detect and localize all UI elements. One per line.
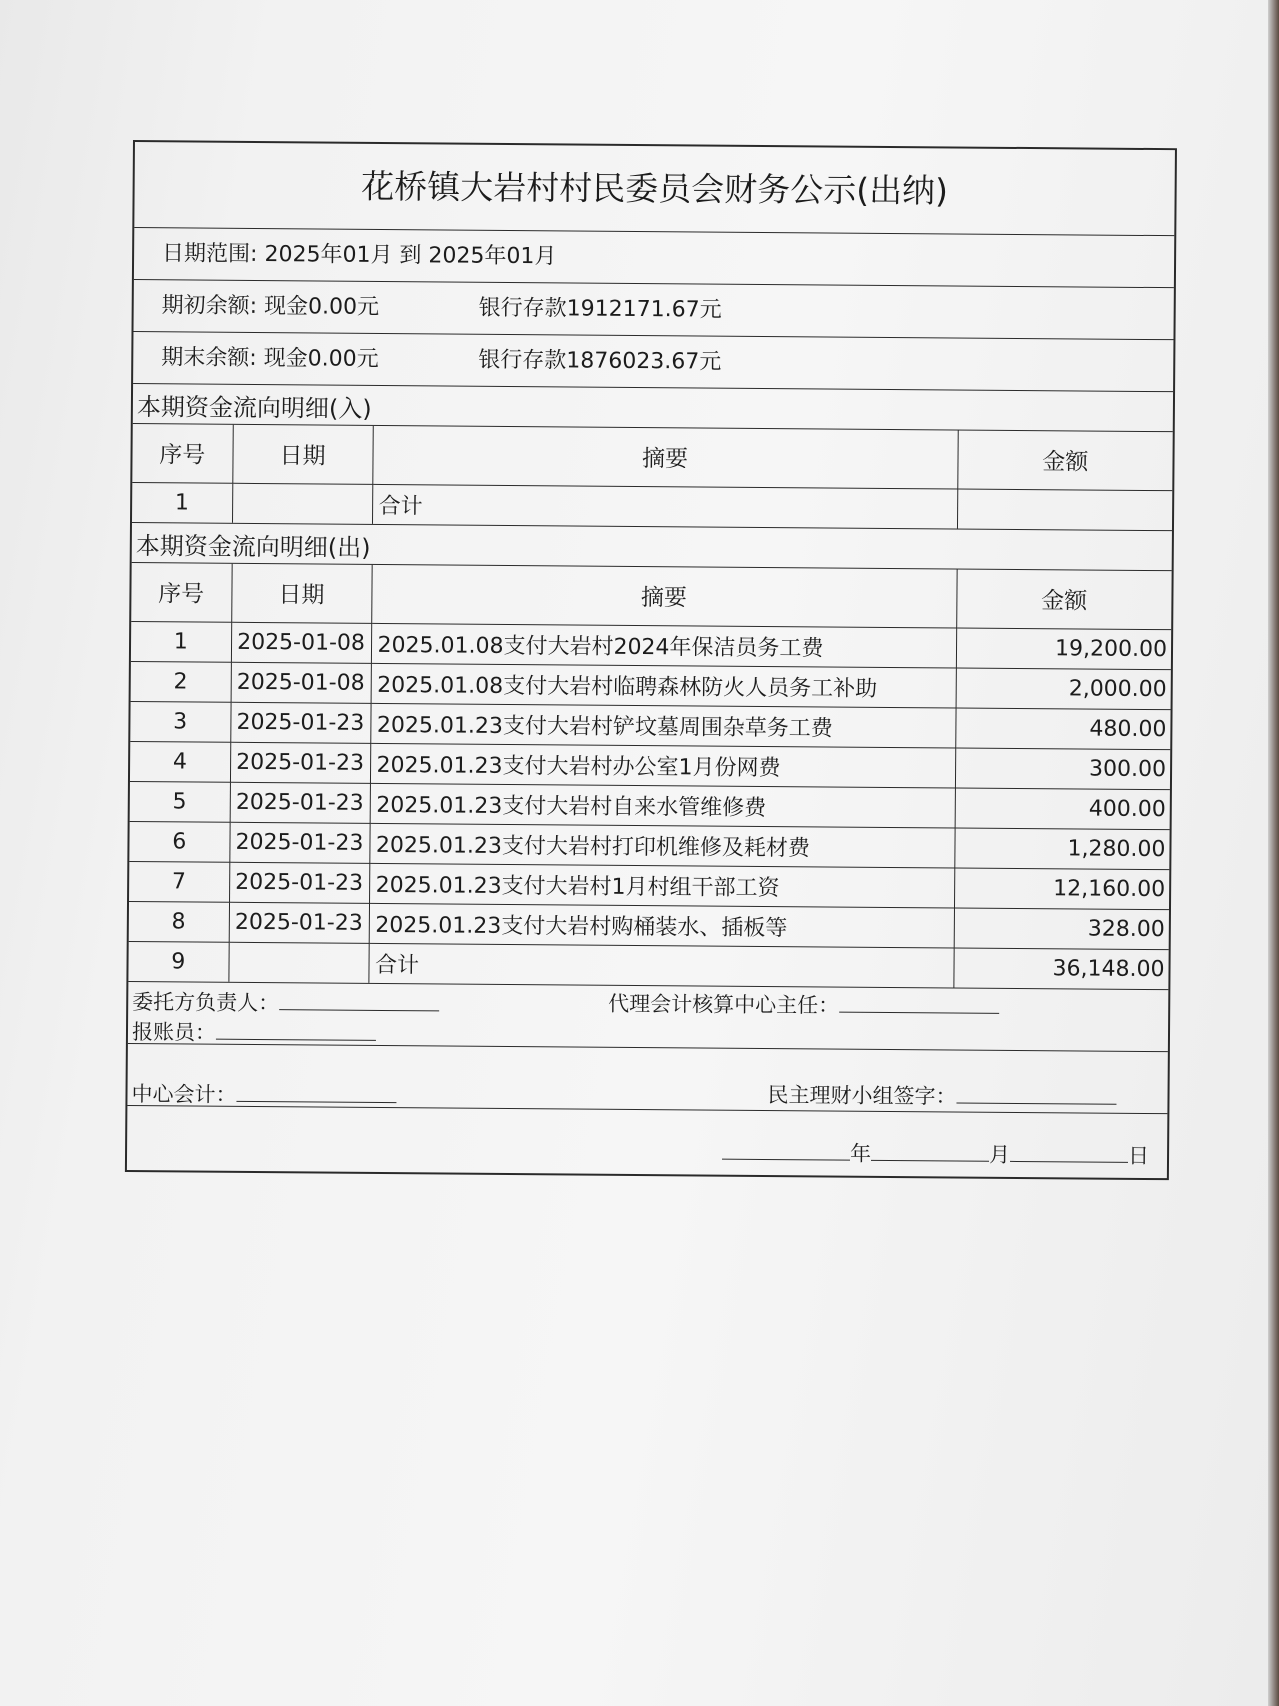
signature-row-1 <box>128 982 1168 1052</box>
cell-date: 2025-01-23 <box>230 782 370 823</box>
cell-summary: 合计 <box>372 484 957 529</box>
cell-amount: 12,160.00 <box>954 867 1169 909</box>
year-blank <box>722 1141 850 1161</box>
cell-amount <box>957 488 1172 530</box>
cell-no: 1 <box>132 482 232 523</box>
cell-summary: 2025.01.23支付大岩村1月村组干部工资 <box>369 863 954 908</box>
month-blank <box>871 1142 989 1162</box>
col-header-no: 序号 <box>132 424 232 483</box>
closing-bank: 银行存款1876023.67元 <box>478 347 722 375</box>
cell-amount: 328.00 <box>954 907 1169 949</box>
cell-date: 2025-01-23 <box>229 862 369 903</box>
cell-no: 2 <box>131 661 231 702</box>
cell-summary: 2025.01.23支付大岩村打印机维修及耗材费 <box>369 823 954 868</box>
opening-bank: 银行存款1912171.67元 <box>478 295 722 323</box>
closing-balance-row <box>133 332 1173 392</box>
cell-date <box>232 483 372 524</box>
date-line <box>722 1137 1149 1170</box>
principal-signature <box>132 986 439 1018</box>
table-header-row <box>131 563 1171 629</box>
day-blank <box>1010 1143 1128 1163</box>
table-row <box>128 941 1168 989</box>
center-director-signature <box>608 988 999 1021</box>
cell-summary: 2025.01.08支付大岩村2024年保洁员务工费 <box>371 623 956 668</box>
cell-date: 2025-01-08 <box>231 662 371 703</box>
cell-amount: 19,200.00 <box>956 627 1171 669</box>
month-label: 月 <box>988 1142 1011 1167</box>
income-section-heading: 本期资金流向明细(入) <box>133 384 1173 432</box>
closing-cash: 期末余额: 现金0.00元 <box>161 345 379 372</box>
expense-table <box>128 563 1171 989</box>
finance-group-blank <box>956 1084 1116 1104</box>
cell-date: 2025-01-23 <box>229 902 369 943</box>
col-header-amount: 金额 <box>956 569 1171 629</box>
reimburser-blank <box>216 1021 376 1041</box>
center-director-label: 代理会计核算中心主任： <box>608 991 840 1018</box>
cell-summary: 2025.01.23支付大岩村自来水管维修费 <box>370 783 955 828</box>
table-row <box>132 482 1172 530</box>
opening-cash: 期初余额: 现金0.00元 <box>161 293 380 320</box>
principal-blank <box>279 991 439 1011</box>
cell-no: 1 <box>131 621 231 662</box>
cell-summary: 2025.01.23支付大岩村办公室1月份网费 <box>370 743 955 788</box>
cell-summary: 2025.01.23支付大岩村铲坟墓周围杂草务工费 <box>370 703 955 748</box>
cell-no: 5 <box>130 781 230 822</box>
cell-no: 7 <box>129 861 229 902</box>
cell-summary: 合计 <box>368 943 953 988</box>
center-accountant-label: 中心会计： <box>131 1082 237 1107</box>
year-label: 年 <box>849 1141 872 1166</box>
signature-row-2 <box>127 1044 1167 1114</box>
cell-no: 4 <box>130 741 230 782</box>
form-title: 花桥镇大岩村村民委员会财务公示(出纳) <box>134 142 1175 236</box>
col-header-amount: 金额 <box>957 430 1172 490</box>
cell-amount: 300.00 <box>955 747 1170 789</box>
center-director-blank <box>839 994 999 1014</box>
col-header-summary: 摘要 <box>372 426 957 489</box>
cell-date <box>228 942 368 983</box>
center-accountant-blank <box>236 1083 396 1103</box>
col-header-no: 序号 <box>131 563 231 622</box>
cell-no: 6 <box>129 821 229 862</box>
col-header-summary: 摘要 <box>371 565 956 628</box>
principal-label: 委托方负责人： <box>132 990 280 1016</box>
income-table-wrap <box>132 424 1173 531</box>
cell-amount: 400.00 <box>955 787 1170 829</box>
income-table <box>132 424 1173 530</box>
col-header-date: 日期 <box>232 425 372 484</box>
opening-balance-row <box>133 280 1173 340</box>
cell-summary: 2025.01.08支付大岩村临聘森林防火人员务工补助 <box>371 663 956 708</box>
reimburser-signature <box>132 1016 376 1048</box>
cell-amount: 2,000.00 <box>956 667 1171 709</box>
expense-section-heading: 本期资金流向明细(出) <box>132 523 1172 571</box>
cell-summary: 2025.01.23支付大岩村购桶装水、插板等 <box>369 903 954 948</box>
date-line-row <box>127 1106 1167 1178</box>
cell-no: 3 <box>130 701 230 742</box>
table-header-row <box>132 424 1172 490</box>
day-label: 日 <box>1127 1143 1150 1169</box>
cell-date: 2025-01-23 <box>230 702 370 743</box>
paper-edge <box>1268 0 1279 1706</box>
cell-date: 2025-01-23 <box>230 742 370 783</box>
finance-disclosure-form <box>125 140 1177 1180</box>
date-range-row <box>134 228 1174 288</box>
date-range: 日期范围: 2025年01月 到 2025年01月 <box>162 241 557 270</box>
cell-amount: 480.00 <box>955 707 1170 749</box>
finance-group-label: 民主理财小组签字： <box>767 1083 957 1109</box>
center-accountant-signature <box>131 1078 396 1110</box>
cell-amount: 36,148.00 <box>953 947 1168 989</box>
cell-no: 9 <box>128 941 228 982</box>
expense-table-wrap <box>128 563 1171 990</box>
finance-group-signature <box>767 1079 1116 1112</box>
col-header-date: 日期 <box>231 564 371 623</box>
cell-amount: 1,280.00 <box>954 827 1169 869</box>
cell-no: 8 <box>129 901 229 942</box>
cell-date: 2025-01-08 <box>231 622 371 663</box>
reimburser-label: 报账员： <box>131 1020 217 1045</box>
cell-date: 2025-01-23 <box>229 822 369 863</box>
